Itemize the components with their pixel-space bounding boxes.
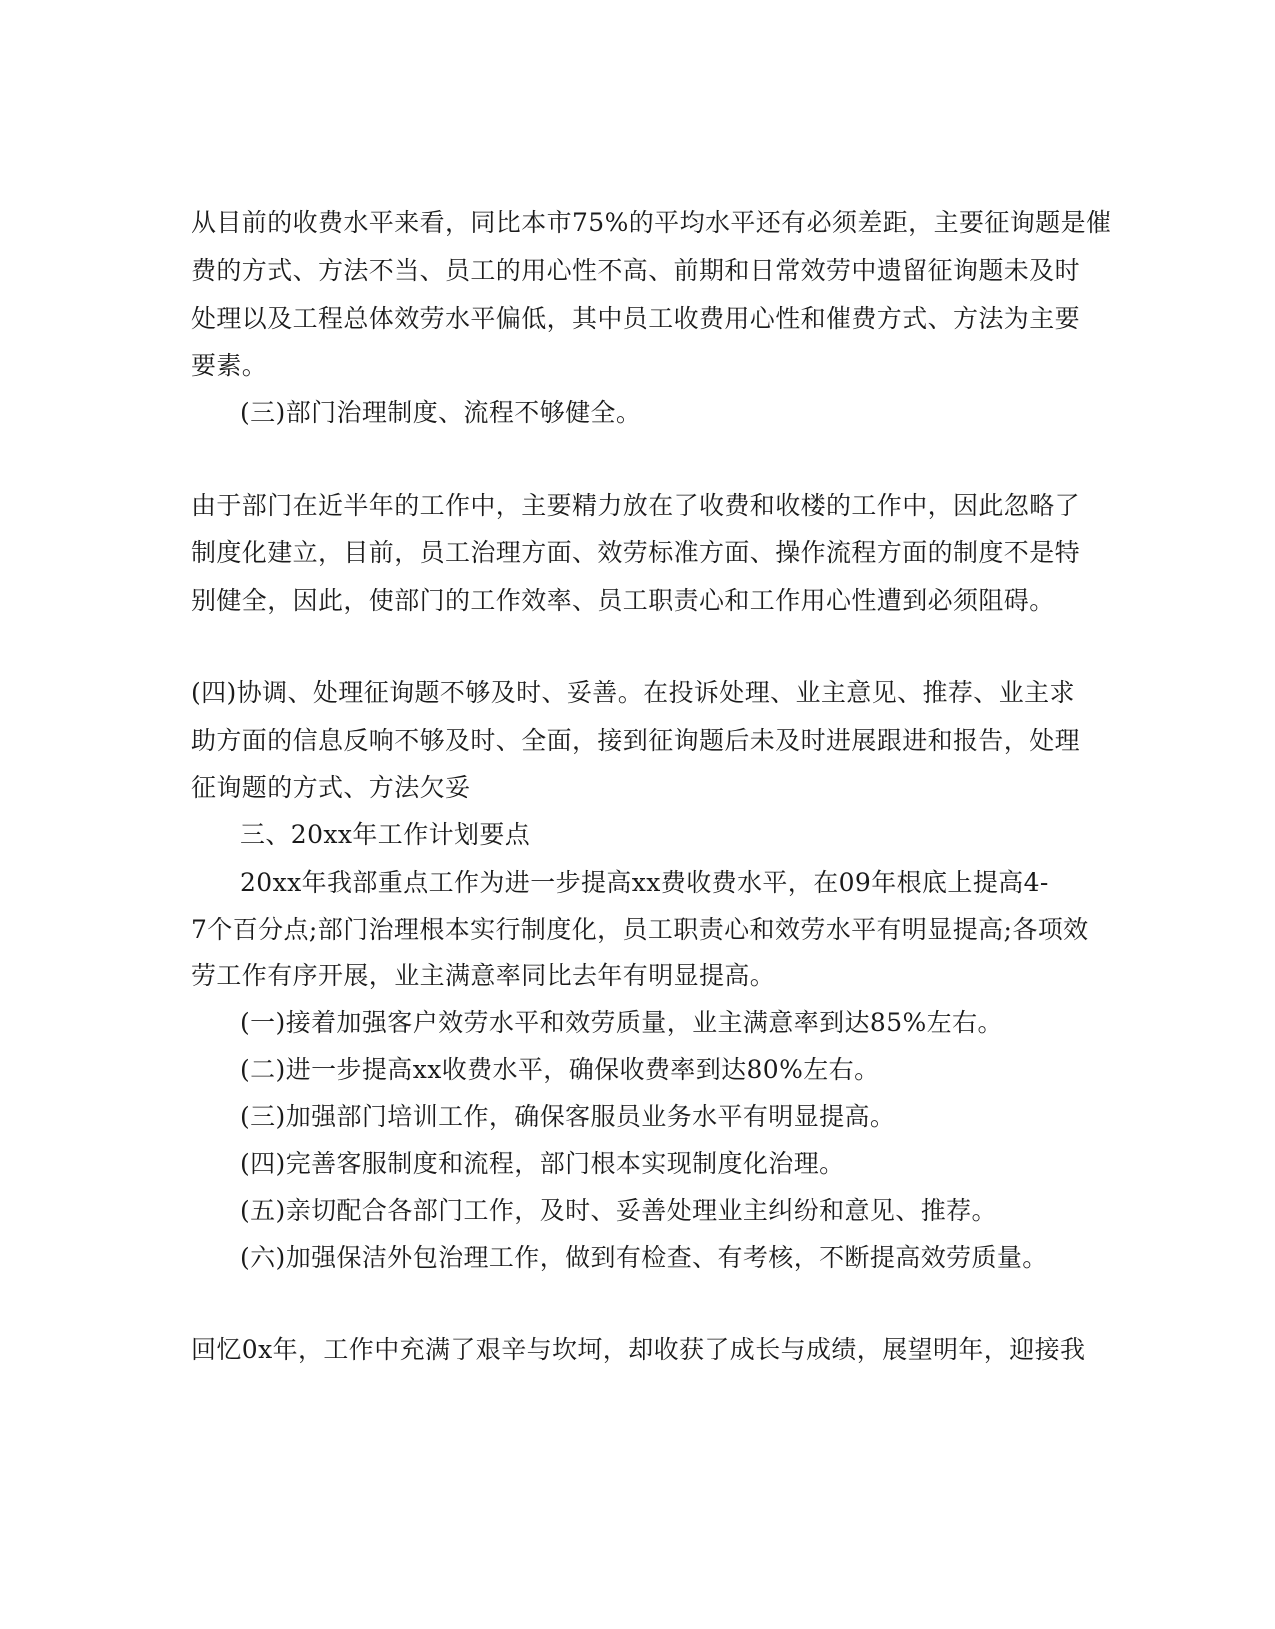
section-heading: 三、20xx年工作计划要点 [240, 820, 531, 849]
paragraph-line: 处理以及工程总体效劳水平偏低，其中员工收费用心性和催费方式、方法为主要 [191, 304, 1081, 333]
paragraph-line: 要素。 [191, 351, 268, 380]
list-item: (五)亲切配合各部门工作，及时、妥善处理业主纠纷和意见、推荐。 [240, 1196, 997, 1225]
paragraph-line: 费的方式、方法不当、员工的用心性不高、前期和日常效劳中遗留征询题未及时 [191, 256, 1081, 285]
section-heading: (三)部门治理制度、流程不够健全。 [240, 398, 642, 427]
list-item: (一)接着加强客户效劳水平和效劳质量，业主满意率到达85%左右。 [240, 1008, 1003, 1037]
paragraph-line: 7个百分点;部门治理根本实行制度化，员工职责心和效劳水平有明显提高;各项效 [191, 915, 1089, 944]
list-item: (二)进一步提高xx收费水平，确保收费率到达80%左右。 [240, 1055, 880, 1084]
list-item: (三)加强部门培训工作，确保客服员业务水平有明显提高。 [240, 1102, 896, 1131]
paragraph-line: 别健全，因此，使部门的工作效率、员工职责心和工作用心性遭到必须阻碍。 [191, 586, 1055, 615]
paragraph-line: 征询题的方式、方法欠妥 [191, 773, 471, 802]
paragraph-line: 回忆0x年，工作中充满了艰辛与坎坷，却收获了成长与成绩，展望明年，迎接我 [191, 1335, 1086, 1364]
list-item: (六)加强保洁外包治理工作，做到有检查、有考核，不断提高效劳质量。 [240, 1243, 1048, 1272]
paragraph-line: 制度化建立，目前，员工治理方面、效劳标准方面、操作流程方面的制度不是特 [191, 538, 1081, 567]
paragraph-line: 从目前的收费水平来看，同比本市75%的平均水平还有必须差距，主要征询题是催 [191, 208, 1112, 237]
paragraph-line: 助方面的信息反响不够及时、全面，接到征询题后未及时进展跟进和报告，处理 [191, 726, 1081, 755]
paragraph-line: 20xx年我部重点工作为进一步提高xx费收费水平，在09年根底上提高4- [240, 868, 1049, 897]
paragraph-line: 劳工作有序开展，业主满意率同比去年有明显提高。 [191, 961, 776, 990]
paragraph-line: (四)协调、处理征询题不够及时、妥善。在投诉处理、业主意见、推荐、业主求 [191, 678, 1075, 707]
paragraph-line: 由于部门在近半年的工作中，主要精力放在了收费和收楼的工作中，因此忽略了 [191, 491, 1081, 520]
list-item: (四)完善客服制度和流程，部门根本实现制度化治理。 [240, 1149, 845, 1178]
